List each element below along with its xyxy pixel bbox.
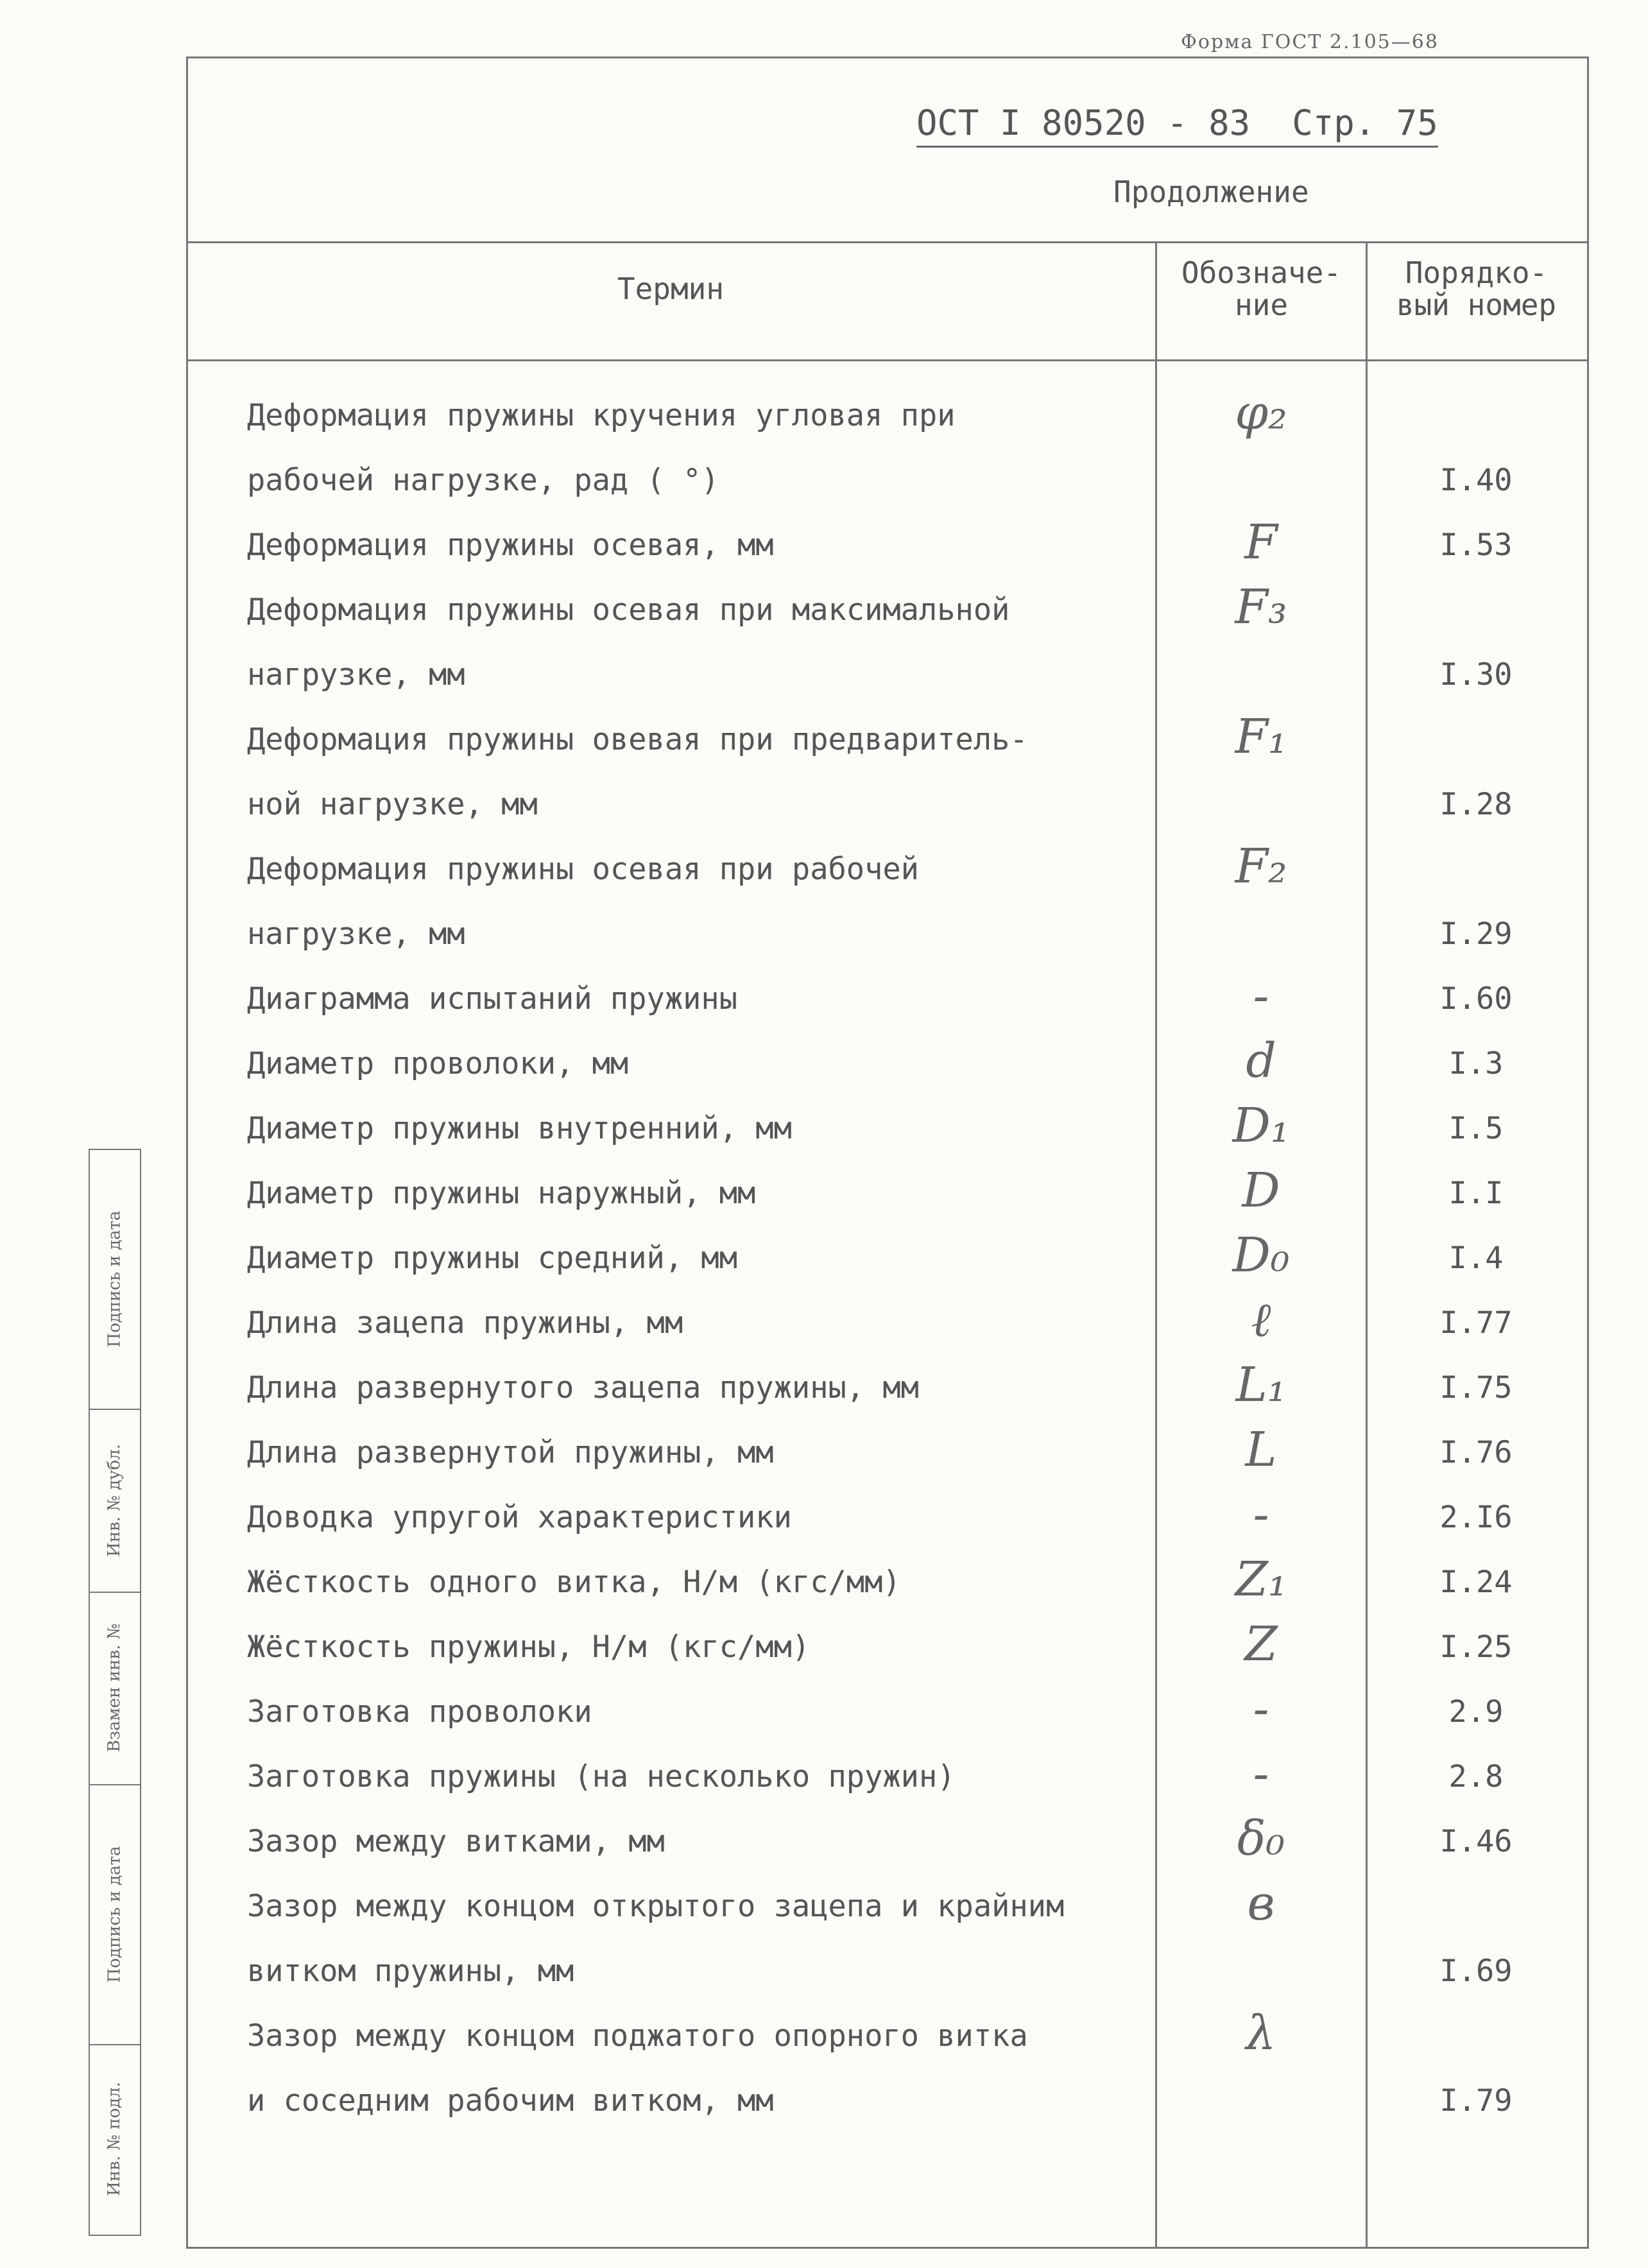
table-row-term: витком пружины, мм <box>247 1954 574 1989</box>
table-row-term: Диаметр пружины наружный, мм <box>247 1176 756 1211</box>
stamp-replaced-inv: Взамен инв. № <box>105 1623 124 1753</box>
header-term: Термин <box>617 271 725 306</box>
table-row-term: рабочей нагрузке, рад ( °) <box>247 463 719 498</box>
stamp-sign-date-2: Подпись и дата <box>105 1846 124 1982</box>
table-row-number: 2.8 <box>1448 1759 1504 1794</box>
table-row-number: 2.I6 <box>1439 1500 1513 1535</box>
table-row-term: Диаметр пружины средний, мм <box>247 1241 738 1276</box>
table-row-number: I.76 <box>1439 1435 1513 1470</box>
table-row-term: Деформация пружины осевая при рабочей <box>247 852 919 887</box>
header-bottom-line <box>186 359 1587 361</box>
table-row-symbol: - <box>1253 1487 1269 1542</box>
table-row-term: Заготовка пружины (на несколько пружин) <box>247 1759 956 1794</box>
table-row-term: ной нагрузке, мм <box>247 787 538 822</box>
table-row-term: Зазор между концом открытого зацепа и крайним <box>247 1889 1065 1924</box>
table-row-symbol: L <box>1245 1422 1277 1477</box>
table-row-symbol: ℓ <box>1251 1293 1271 1348</box>
table-row-term: Диаметр пружины внутренний, мм <box>247 1111 792 1146</box>
table-row-number: I.24 <box>1439 1565 1513 1600</box>
table-row-term: Деформация пружины осевая при максимальной <box>247 592 1010 628</box>
table-row-symbol: - <box>1253 1746 1269 1801</box>
table-row-symbol: Z₁ <box>1235 1552 1287 1607</box>
table-row-term: Деформация пружины кручения угловая при <box>247 398 956 433</box>
table-row-symbol: в <box>1247 1876 1275 1931</box>
table-row-symbol: φ₂ <box>1235 385 1287 440</box>
table-row-term: Деформация пружины осевая, мм <box>247 528 774 563</box>
stamp-sign-date-1: Подпись и дата <box>105 1210 124 1347</box>
table-row-symbol: - <box>1253 1681 1269 1737</box>
stamp-dup-inv: Инв. № дубл. <box>105 1443 124 1557</box>
table-row-symbol: λ <box>1246 2006 1276 2061</box>
table-row-number: I.3 <box>1448 1046 1504 1081</box>
table-row-term: Зазор между витками, мм <box>247 1824 665 1859</box>
table-row-number: I.75 <box>1439 1370 1513 1405</box>
table-row-term: Диаметр проволоки, мм <box>247 1046 629 1081</box>
table-row-symbol: Z <box>1244 1617 1278 1672</box>
header-number-line1: Порядко- <box>1405 255 1548 290</box>
header-number <box>1368 257 1585 321</box>
table-row-symbol: - <box>1253 968 1269 1024</box>
document-code: ОСТ I 80520 - 83 Стр. 75 <box>916 103 1438 148</box>
header-symbol-line2: ние <box>1234 288 1289 322</box>
table-row-term: Диаграмма испытаний пружины <box>247 981 738 1017</box>
table-row-term: Зазор между концом поджатого опорного витка <box>247 2018 1028 2054</box>
table-row-symbol: L₁ <box>1235 1357 1287 1413</box>
table-row-term: Жёсткость пружины, Н/м (кгс/мм) <box>247 1629 811 1665</box>
table-row-symbol: F₁ <box>1235 709 1287 764</box>
table-row-number: I.25 <box>1439 1629 1513 1665</box>
header-symbol-line1: Обозначе- <box>1181 255 1342 290</box>
table-row-symbol: F <box>1244 515 1278 570</box>
table-row-term: Доводка упругой характеристики <box>247 1500 792 1535</box>
table-row-term: нагрузке, мм <box>247 916 465 952</box>
table-row-number: I.69 <box>1439 1954 1513 1989</box>
stamp-orig-inv: Инв. № подл. <box>105 2081 124 2196</box>
table-row-symbol: d <box>1246 1033 1276 1088</box>
table-row-term: Заготовка проволоки <box>247 1694 592 1730</box>
table-top-line <box>186 241 1587 243</box>
table-row-symbol: F₃ <box>1235 580 1287 635</box>
table-row-number: I.I <box>1448 1176 1504 1211</box>
table-row-number: I.53 <box>1439 528 1513 563</box>
form-label: Форма ГОСТ 2.105—68 <box>1181 31 1439 53</box>
header-number-line2: вый номер <box>1396 288 1557 322</box>
table-row-symbol: D₀ <box>1232 1228 1290 1283</box>
table-row-number: I.40 <box>1439 463 1513 498</box>
table-row-number: 2.9 <box>1448 1694 1504 1730</box>
table-row-number: I.5 <box>1448 1111 1504 1146</box>
table-row-number: I.30 <box>1439 657 1513 692</box>
table-row-number: I.29 <box>1439 916 1513 952</box>
table-row-symbol: D₁ <box>1232 1098 1290 1153</box>
table-row-term: Длина зацепа пружины, мм <box>247 1305 683 1341</box>
table-row-symbol: δ₀ <box>1237 1811 1285 1866</box>
table-row-number: I.28 <box>1439 787 1513 822</box>
table-row-number: I.60 <box>1439 981 1513 1017</box>
table-row-number: I.4 <box>1448 1241 1504 1276</box>
continuation-label: Продолжение <box>1113 175 1309 209</box>
table-row-number: I.79 <box>1439 2083 1513 2118</box>
table-row-term: Длина развернутой пружины, мм <box>247 1435 774 1470</box>
table-row-number: I.77 <box>1439 1305 1513 1341</box>
header-symbol <box>1157 257 1366 321</box>
table-row-term: нагрузке, мм <box>247 657 465 692</box>
table-row-number: I.46 <box>1439 1824 1513 1859</box>
table-row-term: Длина развернутого зацепа пружины, мм <box>247 1370 919 1405</box>
table-row-term: Деформация пружины овевая при предваритель- <box>247 722 1028 757</box>
table-row-symbol: F₂ <box>1235 839 1287 894</box>
table-row-term: Жёсткость одного витка, Н/м (кгс/мм) <box>247 1565 901 1600</box>
table-row-symbol: D <box>1242 1163 1280 1218</box>
table-row-term: и соседним рабочим витком, мм <box>247 2083 774 2118</box>
